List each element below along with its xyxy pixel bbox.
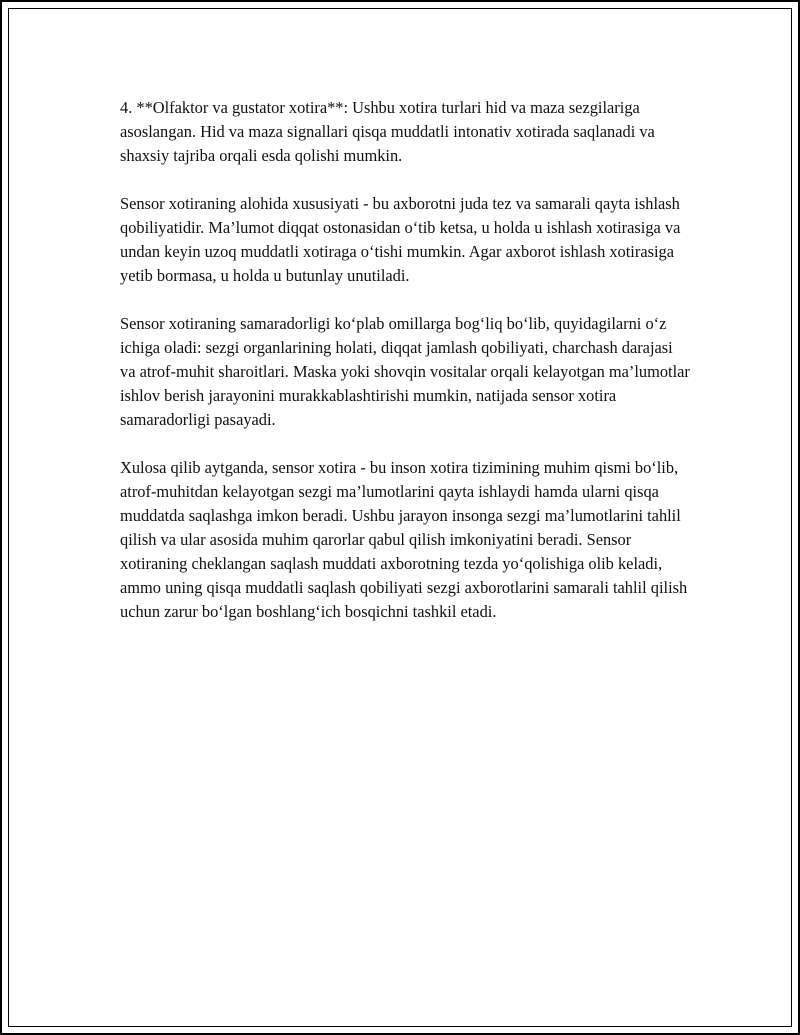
paragraph-sensor-memory-feature: Sensor xotiraning alohida xususiyati - bu axborotni juda tez va samarali qayta ishlash qobiliyatidir. Ma’lumot diqqat ostonasidan o‘tib ketsa, u holda u ishlash xotirasiga va undan keyin uzoq muddatli xotiraga o‘tishi mumkin. Agar axborot ishlash xotirasiga yetib bormasa, u holda u butunlay unutiladi. — [120, 194, 681, 285]
paragraph-conclusion: Xulosa qilib aytganda, sensor xotira - bu inson xotira tizimining muhim qismi bo‘lib, atrof-muhitdan kelayotgan sezgi ma’lumotlarini qayta ishlaydi hamda ularni qisqa muddatda saqlashga imkon beradi. Ushbu jarayon insonga sezgi ma’lumotlarini tahlil qilish va ular asosida muhim qarorlar qabul qilish imkoniyatini beradi. Sensor xotiraning cheklangan saqlash muddati axborotning tezda yo‘qolishiga olib keladi, ammo uning qisqa muddatli saqlash qobiliyati sezgi axborotlarini samarali tahlil qilish uchun zarur bo‘lgan boshlang‘ich bosqichni tashkil etadi. — [120, 458, 688, 621]
paragraph-olfactory-gustatory-memory: 4. **Olfaktor va gustator xotira**: Ushbu xotira turlari hid va maza sezgilariga asoslangan. Hid va maza signallari qisqa muddatli intonativ xotirada saqlanadi va shaxsiy tajriba orqali esda qolishi mumkin. — [120, 98, 655, 165]
document-body — [120, 96, 690, 648]
paragraph-sensor-memory-efficiency: Sensor xotiraning samaradorligi ko‘plab omillarga bog‘liq bo‘lib, quyidagilarni o‘z ichiga oladi: sezgi organlarining holati, diqqat jamlash qobiliyati, charchash darajasi va atrof-muhit sharoitlari. Maska yoki shovqin vositalar orqali kelayotgan ma’lumotlar ishlov berish jarayonini murakkablashtirishi mumkin, natijada sensor xotira samaradorligi pasayadi. — [120, 314, 690, 429]
